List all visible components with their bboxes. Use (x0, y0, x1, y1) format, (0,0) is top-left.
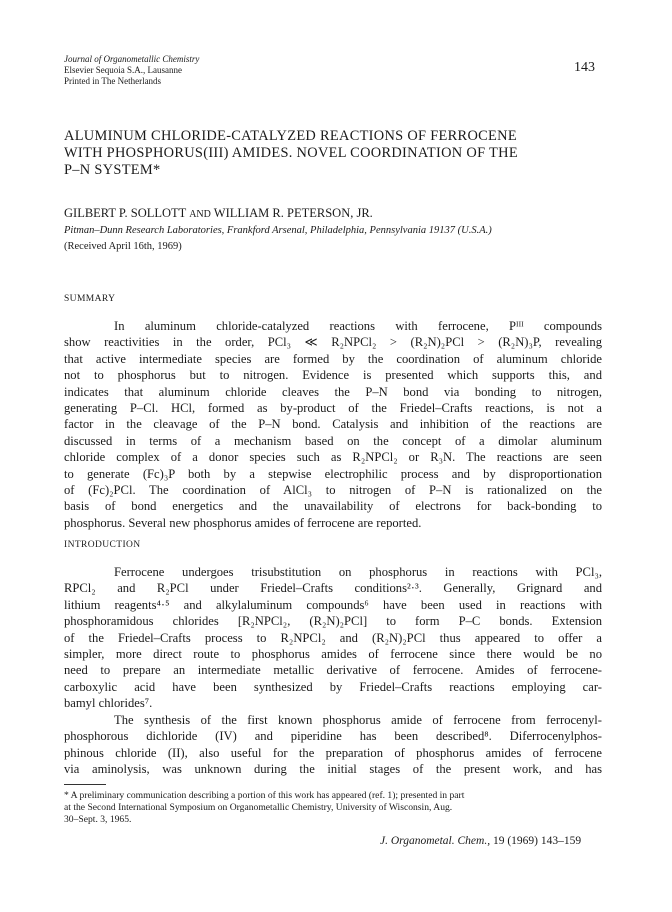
text-line: basis of bond energetics and the unavailability of electrons for back-bonding to (64, 499, 602, 514)
text-line: lithium reagents⁴·⁵ and alkylaluminum compounds⁶ have been used in reactions with (64, 597, 602, 612)
author-name: GILBERT P. SOLLOTT (64, 206, 187, 220)
text-line: phosphoramidous chlorides [R₂NPCl₂, (R₂N)₂PCl] to form P–C bonds. Extension (64, 614, 602, 629)
authors (64, 206, 373, 221)
text-line: via aminolysis, was unknown during the initial stages of the present work, and has (64, 762, 602, 777)
text-line: phinous chloride (II), also useful for the preparation of phosphorus amides of ferrocene (64, 745, 602, 760)
footnote-line: * A preliminary communication describing a portion of this work has appeared (ref. 1); presented in part (64, 790, 465, 801)
footnote (64, 790, 602, 826)
text-line: phosphorous dichloride (IV) and piperidine has been described⁸. Diferrocenylphos- (64, 729, 602, 744)
text-line: factor in the cleavage of the P–N bond. Catalysis and inhibition of the reactions are (64, 417, 602, 432)
text-line: of (Fc)₂PCl. The coordination of AlCl₃ to nitrogen of P–N is rationalized on the (64, 483, 602, 498)
title-line: ALUMINUM CHLORIDE-CATALYZED REACTIONS OF FERROCENE (64, 128, 517, 144)
printed-in: Printed in The Netherlands (64, 76, 162, 86)
affiliation: Pitman–Dunn Research Laboratories, Frankford Arsenal, Philadelphia, Pennsylvania 19137 (U.S.A.) (64, 225, 492, 236)
text-line: carboxylic acid have been synthesized by Friedel–Crafts reactions employing car- (64, 679, 602, 694)
text-line: chloride complex of a donor species such as R₂NPCl₂ or R₃N. The reactions are seen (64, 450, 602, 465)
summary-paragraph (64, 318, 602, 531)
introduction-heading: INTRODUCTION (64, 540, 141, 550)
text-line: not to phosphorus but to nitrogen. Evidence is presented which supports this, and (64, 368, 602, 383)
page-number: 143 (574, 60, 595, 75)
text-line: need to prepare an intermediate metallic derivative of ferrocene. Amides of ferrocene- (64, 663, 602, 678)
text-line: RPCl₂ and R₂PCl under Friedel–Crafts conditions²·³. Generally, Grignard and (64, 581, 602, 596)
journal-name: Journal of Organometallic Chemistry (64, 54, 200, 64)
text-line: bamyl chlorides⁷. (64, 696, 153, 711)
citation-volume-pages: 19 (1969) 143–159 (492, 835, 582, 847)
summary-heading: SUMMARY (64, 294, 116, 304)
introduction-paragraph-1 (64, 564, 602, 712)
author-conjunction: AND (189, 209, 211, 220)
title-line: P–N SYSTEM* (64, 162, 161, 178)
text-line: that active intermediate species are formed by the coordination of aluminum chloride (64, 351, 602, 366)
introduction-paragraph-2 (64, 712, 602, 778)
text-line: discussed in terms of a mechanism based on the concept of a dimolar aluminum (64, 433, 602, 448)
text-line: to generate (Fc)₃P both by a stepwise electrophilic process and by disproportionation (64, 466, 602, 481)
text-line: Ferrocene undergoes trisubstitution on phosphorus in reactions with PCl₃, (114, 565, 602, 579)
footnote-line: at the Second International Symposium on Organometallic Chemistry, University of Wisconsin, Aug. (64, 802, 453, 813)
text-line: show reactivities in the order, PCl₃ ≪ R₂NPCl₂ > (R₂N)₂PCl > (R₂N)₃P, revealing (64, 335, 602, 350)
journal-header (64, 54, 199, 87)
footnote-line: 30–Sept. 3, 1965. (64, 814, 132, 825)
journal-citation (380, 835, 581, 847)
article-title (64, 128, 604, 179)
citation-journal: J. Organometal. Chem., (380, 835, 491, 847)
text-line: indicates that aluminum chloride cleaves the P–N bond via bonding to nitrogen, (64, 384, 602, 399)
received-date: (Received April 16th, 1969) (64, 241, 182, 252)
text-line: of the Friedel–Crafts process to R₂NPCl₂ and (R₂N)₂PCl thus appeared to offer a (64, 630, 602, 645)
text-line: In aluminum chloride-catalyzed reactions with ferrocene, Pᴵᴵᴵ compounds (114, 319, 602, 333)
publisher: Elsevier Sequoia S.A., Lausanne (64, 65, 182, 75)
text-line: generating P–Cl. HCl, formed as by-product of the Friedel–Crafts reactions, is not a (64, 401, 602, 416)
text-line: simpler, more direct route to phosphorus amides of ferrocene since there would be no (64, 647, 602, 662)
text-line: The synthesis of the first known phosphorus amide of ferrocene from ferrocenyl- (114, 713, 602, 727)
author-name: WILLIAM R. PETERSON, JR. (213, 206, 373, 220)
text-line: phosphorus. Several new phosphorus amides of ferrocene are reported. (64, 515, 422, 530)
title-line: WITH PHOSPHORUS(III) AMIDES. NOVEL COORDINATION OF THE (64, 145, 518, 161)
footnote-divider (64, 784, 106, 785)
